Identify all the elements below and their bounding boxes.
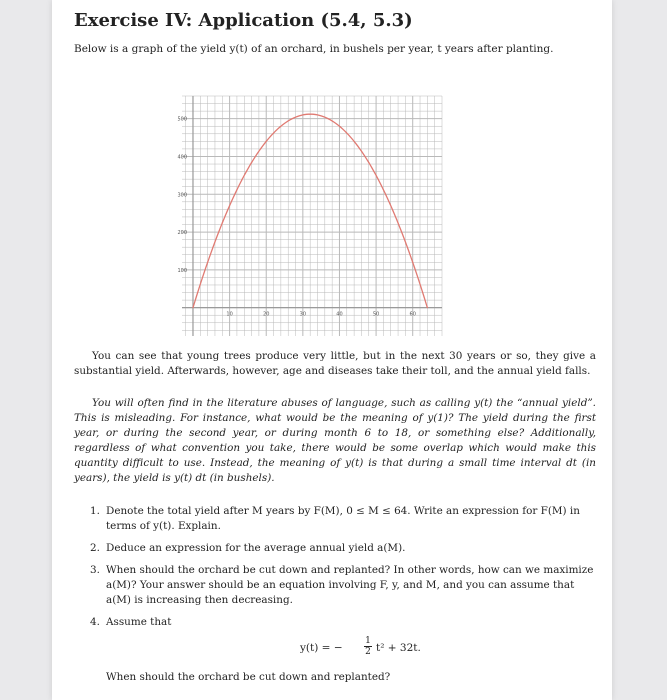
question-number: 1. <box>90 505 100 517</box>
x-tick-label: 60 <box>409 311 416 318</box>
question-item-2 <box>90 541 595 556</box>
question-item-4 <box>90 615 595 685</box>
data-point <box>236 189 237 190</box>
data-point <box>280 126 281 127</box>
question-number: 3. <box>90 564 100 576</box>
question-number: 4. <box>90 616 100 628</box>
data-point <box>324 117 325 118</box>
data-point <box>310 114 311 115</box>
x-tick-label: 40 <box>336 311 343 318</box>
yield-chart <box>177 96 442 336</box>
x-tick-label: 50 <box>372 311 380 318</box>
data-point <box>222 222 223 223</box>
y-tick-label: 400 <box>177 154 187 161</box>
y-tick-label: 100 <box>177 267 187 274</box>
fraction-denominator: 2 <box>365 647 371 657</box>
question-text: Denote the total yield after M years by F(M), 0 ≤ M ≤ 64. Write an expression for F(M) in terms of y(t). Explain. <box>106 505 580 532</box>
question-item-1 <box>90 504 595 534</box>
data-point <box>383 189 384 190</box>
data-point <box>412 262 413 263</box>
paragraph-language-note: You will often find in the literature abuses of language, such as calling y(t) the “annual yield”. This is misleading. For instance, what would be the meaning of y(1)? The yield during the first year, or during the second year, or during month 6 to 18, or something else? Additionally, regardless of what convention you take, there would be some overlap which would make this quantity difficult to use. Instead, the meaning of y(t) is that during a small time interval dt (in years), the yield is y(t) dt (in bushels). <box>74 397 596 484</box>
yield-equation <box>106 630 595 670</box>
data-point <box>427 307 428 308</box>
data-point <box>368 162 369 163</box>
paragraph-yield-description: You can see that young trees produce very little, but in the next 30 years or so, they give a substantial yield. Afterwards, however, age and diseases take their toll, and the annual yield falls. <box>74 350 596 377</box>
question-text: Deduce an expression for the average annual yield a(M). <box>106 542 406 554</box>
y-tick-label: 300 <box>177 192 187 199</box>
data-point <box>192 307 193 308</box>
x-tick-label: 30 <box>299 311 307 318</box>
equation-rhs: t² + 32t. <box>376 642 421 654</box>
data-point <box>266 141 267 142</box>
equation-fraction <box>364 636 372 657</box>
question-list <box>90 504 595 692</box>
equation-lhs: y(t) = − <box>300 642 343 654</box>
y-tick-label: 200 <box>177 230 187 237</box>
y-tick-label: 500 <box>177 116 187 123</box>
question-item-3 <box>90 563 595 608</box>
x-tick-label: 20 <box>263 311 270 318</box>
fraction-numerator: 1 <box>365 636 371 646</box>
data-point <box>354 141 355 142</box>
document-page <box>52 0 612 700</box>
data-point <box>295 117 296 118</box>
exercise-title: Exercise IV: Application (5.4, 5.3) <box>74 10 413 31</box>
data-point <box>207 262 208 263</box>
question-text: Assume that <box>106 616 172 628</box>
intro-sentence: Below is a graph of the yield y(t) of an orchard, in bushels per year, t years after planting. <box>74 43 554 55</box>
question-number: 2. <box>90 542 100 554</box>
data-point <box>251 162 252 163</box>
question-text: When should the orchard be cut down and replanted? In other words, how can we maximize a(M)? Your answer should be an equation involving F, y, and M, and you can assume that a(M) is increasing then decreasing. <box>106 564 594 606</box>
data-point <box>397 222 398 223</box>
x-tick-label: 10 <box>226 311 233 318</box>
data-point <box>339 126 340 127</box>
question-4-followup: When should the orchard be cut down and replanted? <box>106 671 391 683</box>
